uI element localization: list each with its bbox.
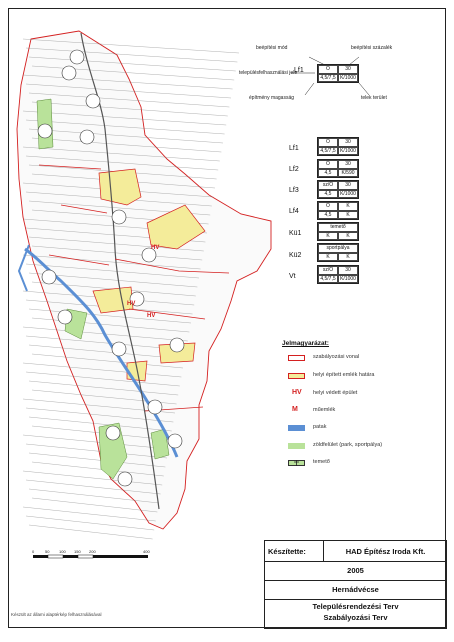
protected-building-mark: HV: [151, 245, 160, 251]
green-swatch: [288, 443, 305, 449]
cross-icon: [288, 459, 305, 467]
zone-marker: [168, 434, 182, 448]
scale-tick: 0: [32, 549, 35, 554]
scale-tick: 150: [74, 549, 81, 554]
title-block: [264, 540, 447, 629]
prepared-by-label: Készítette:: [268, 547, 306, 556]
protected-building-mark: HV: [147, 313, 156, 319]
zone-marker: [70, 50, 84, 64]
yellow-swatch: [288, 373, 305, 379]
zone-code: Kü1: [289, 230, 302, 237]
legend-item: HV helyi védett épület: [292, 389, 358, 396]
legend-item: temető: [288, 459, 438, 469]
stream-swatch: [288, 425, 305, 431]
scale-tick: 400: [143, 549, 150, 554]
zone-marker: [38, 124, 52, 138]
plan-subtitle: Szabályozási Terv: [323, 613, 388, 622]
key-zone-code: Lf1: [294, 67, 304, 74]
hv-symbol: HV: [292, 389, 302, 396]
parcel-line: [29, 525, 153, 539]
legend-item: zöldfelület (park, sportpálya): [288, 442, 438, 452]
zone-marker: [62, 66, 76, 80]
firm-name: HAD Építész Iroda Kft.: [345, 547, 426, 556]
place-name: Hernádvécse: [332, 585, 379, 594]
scale-tick: 200: [89, 549, 96, 554]
key-zone-box: O 30 4,5/7,5 K/1000: [317, 64, 359, 83]
zone-code: Lf3: [289, 187, 299, 194]
zone-marker: [112, 210, 126, 224]
protected-building-mark: HV: [127, 301, 136, 307]
key-height: építmény magasság: [249, 95, 295, 101]
key-plot-area: telek terület: [361, 95, 387, 101]
zone-box: sz/O 30 4,5 K/1000: [317, 180, 359, 199]
heritage-area: [99, 169, 141, 205]
footnote: Készült az állami alaptérkép felhasználásával: [11, 612, 102, 617]
zone-box: temető K K: [317, 222, 359, 241]
key-build-pct: beépítési százalék: [351, 45, 393, 51]
scale-tick: 100: [59, 549, 66, 554]
zone-marker: [58, 310, 72, 324]
zone-box: sportpálya K K: [317, 243, 359, 262]
zone-code: Lf2: [289, 166, 299, 173]
parcel-line: [23, 507, 156, 521]
key-build-mode: beépítési mód: [256, 45, 288, 51]
monument-symbol: M: [292, 406, 298, 413]
zone-marker: [170, 338, 184, 352]
zone-marker: [112, 342, 126, 356]
zone-box: O 30 4,5/7,5 K/1000: [317, 137, 359, 156]
zone-marker: [118, 472, 132, 486]
key-pointer: [305, 83, 314, 95]
plan-title: Településrendezési Terv: [312, 602, 399, 611]
key-pointer: [359, 83, 369, 95]
regulation-map: [9, 9, 447, 629]
parcel-line: [26, 516, 154, 530]
red-outline-swatch: [288, 355, 305, 361]
zone-marker: [86, 94, 100, 108]
zone-code: Kü2: [289, 252, 302, 259]
zone-code: Vt: [289, 273, 296, 280]
legend-item: szabályozási vonal: [288, 354, 438, 364]
zone-box: O 30 4,5 K/590: [317, 159, 359, 178]
key-landuse: településfelhasználási jele: [239, 70, 298, 76]
legend-title: Jelmagyarázat:: [282, 340, 329, 347]
zone-code: Lf4: [289, 208, 299, 215]
legend-item: M műemlék: [292, 406, 336, 413]
zone-box: O K 4,5 K: [317, 201, 359, 220]
zone-box: sz/O 30 4,5/7,5 K/1000: [317, 265, 359, 284]
legend-item: helyi épített emlék határa: [288, 372, 438, 382]
legend-item: patak: [288, 424, 438, 434]
zone-marker: [148, 400, 162, 414]
zone-code: Lf1: [289, 145, 299, 152]
plan-year: 2005: [347, 566, 364, 575]
zone-marker: [42, 270, 56, 284]
scale-tick: 50: [45, 549, 50, 554]
scale-bar: [33, 554, 153, 562]
zone-marker: [106, 426, 120, 440]
zone-marker: [80, 130, 94, 144]
map-sheet: [8, 8, 446, 628]
